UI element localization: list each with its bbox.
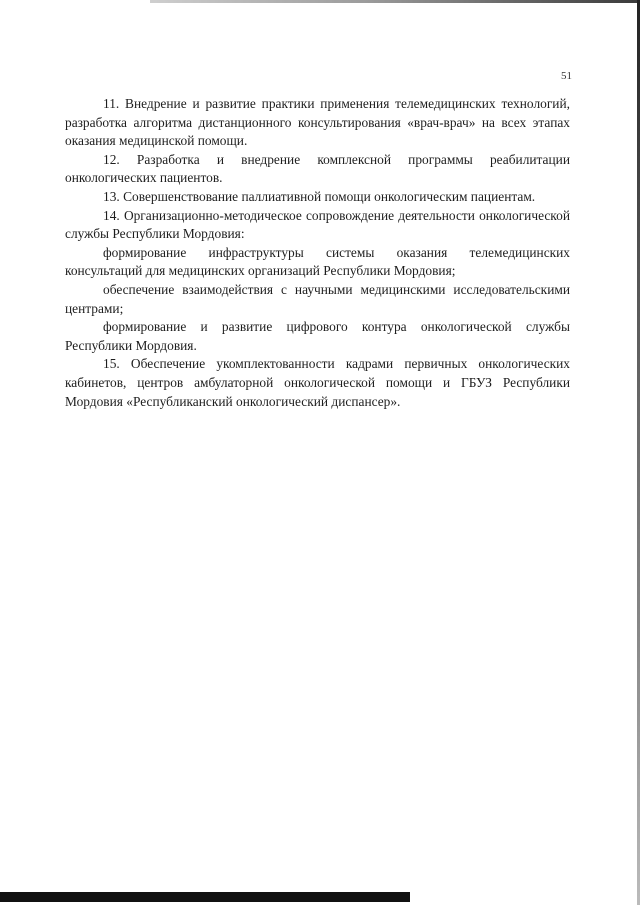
document-body xyxy=(65,95,570,411)
scan-edge-top xyxy=(150,0,640,3)
paragraph-item-11: 11. Внедрение и развитие практики применения телемедицинских технологий, разработка алгоритма дистанционного консультирования «врач-врач» на всех этапах оказания медицинской помощи. xyxy=(65,96,570,149)
paragraph-item-13: 13. Совершенствование паллиативной помощи онкологическим пациентам. xyxy=(103,188,536,204)
paragraph-subitem-digital-contour: формирование и развитие цифрового контура онкологической службы Республики Мордовия. xyxy=(65,319,570,353)
scan-edge-bottom xyxy=(0,892,410,902)
paragraph-subitem-research-centers: обеспечение взаимодействия с научными медицинскими исследовательскими центрами; xyxy=(65,281,570,316)
paragraph-subitem-telemedicine: формирование инфраструктуры системы оказания телемедицинских консультаций для медицинских организаций Республики Мордовия; xyxy=(65,244,570,279)
paragraph-item-12: 12. Разработка и внедрение комплексной программы реабилитации онкологических пациентов. xyxy=(65,151,570,186)
paragraph-item-15: 15. Обеспечение укомплектованности кадрами первичных онкологических кабинетов, центров амбулаторной онкологической помощи и ГБУЗ Республики Мордовия «Республиканский онкологический диспансер». xyxy=(65,356,570,409)
page-number: 51 xyxy=(561,70,572,82)
paragraph-item-14: 14. Организационно-методическое сопровождение деятельности онкологической службы Республики Мордовия: xyxy=(65,207,570,242)
